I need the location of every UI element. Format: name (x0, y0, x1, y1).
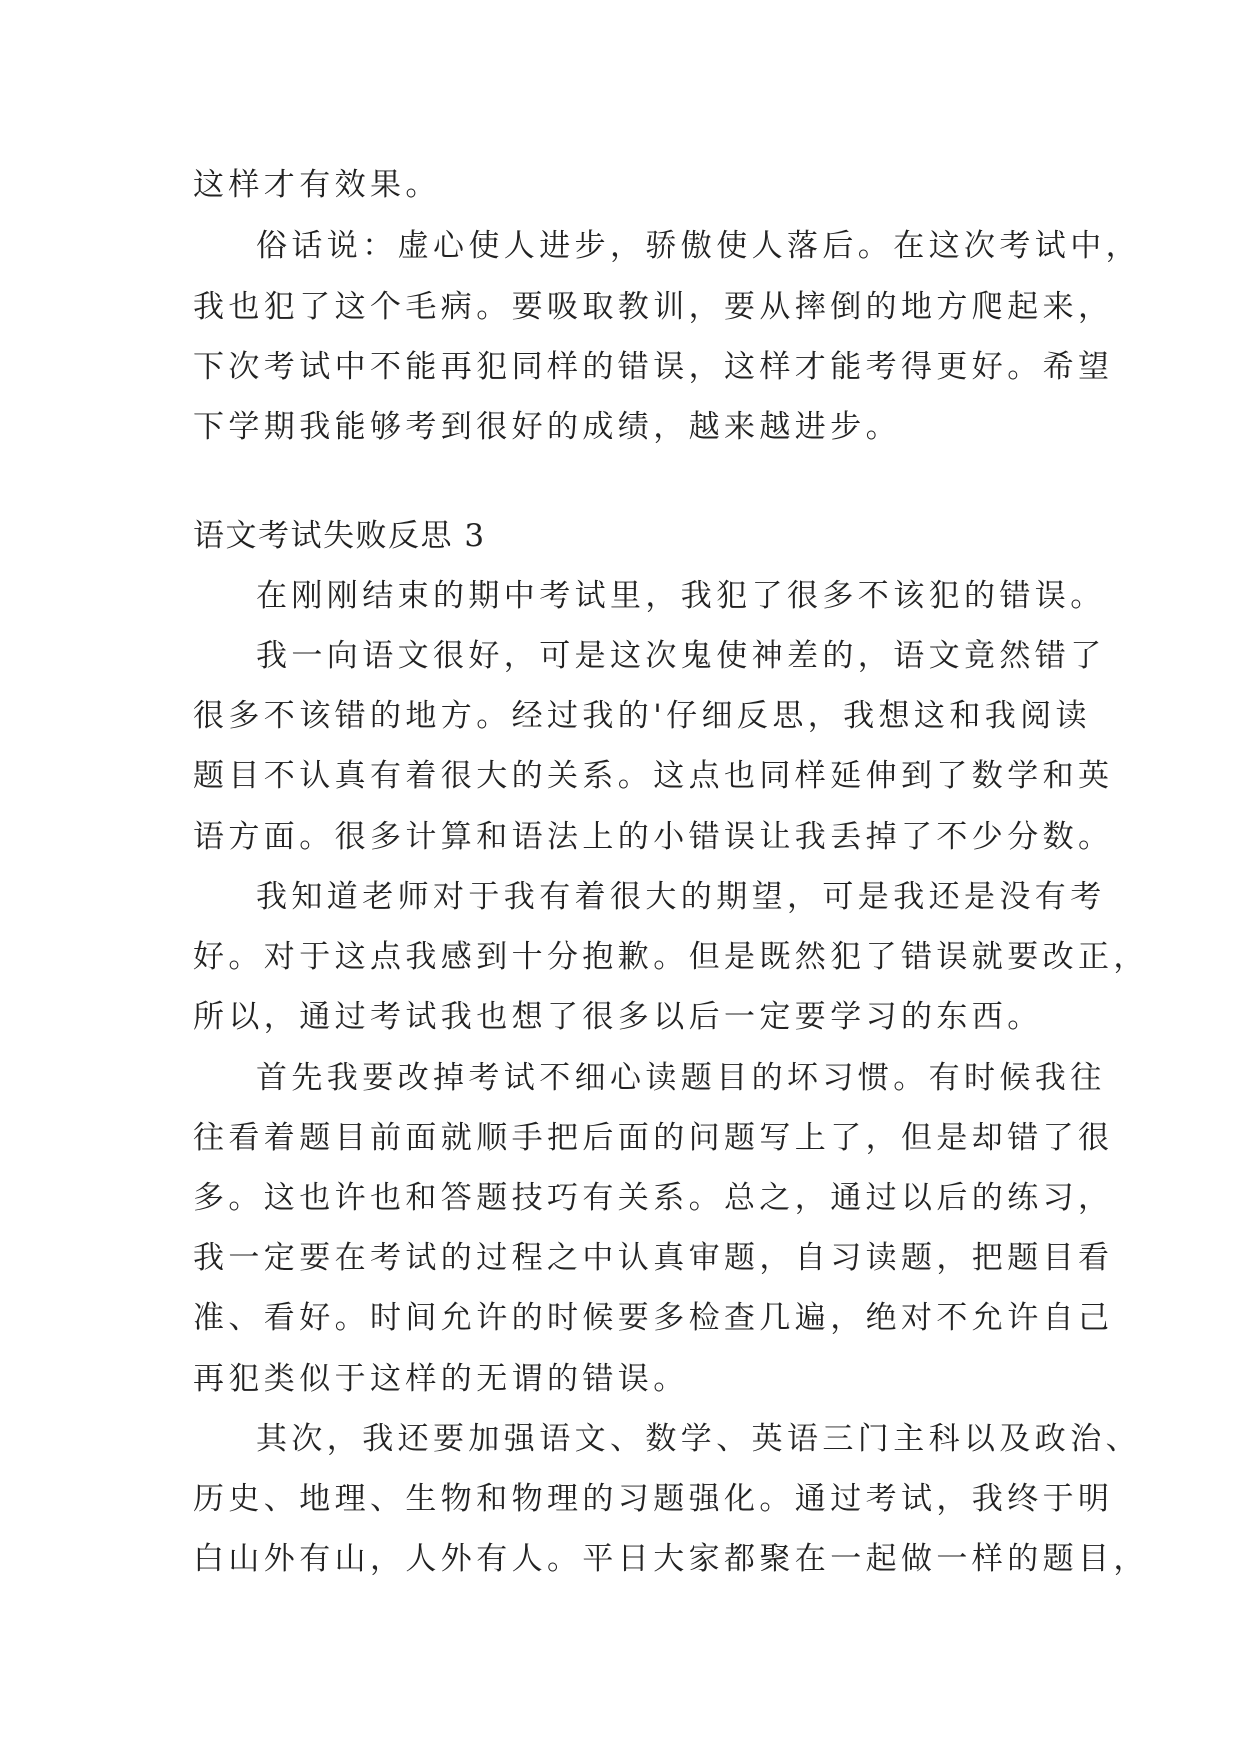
paragraph-line: 再犯类似于这样的无谓的错误。 (193, 1361, 689, 1397)
paragraph-line: 下学期我能够考到很好的成绩，越来越进步。 (193, 409, 901, 445)
paragraph-line: 好。对于这点我感到十分抱歉。但是既然犯了错误就要改正， (193, 939, 1149, 975)
paragraph-line: 下次考试中不能再犯同样的错误，这样才能考得更好。希望 (193, 349, 1114, 385)
paragraph-line: 题目不认真有着很大的关系。这点也同样延伸到了数学和英 (193, 758, 1114, 794)
paragraph-line: 首先我要改掉考试不细心读题目的坏习惯。有时候我往 (256, 1060, 1106, 1096)
paragraph-line: 所以，通过考试我也想了很多以后一定要学习的东西。 (193, 999, 1043, 1035)
paragraph-line: 语方面。很多计算和语法上的小错误让我丢掉了不少分数。 (193, 819, 1114, 855)
paragraph-line: 准、看好。时间允许的时候要多检查几遍，绝对不允许自己 (193, 1300, 1114, 1336)
paragraph-line: 这样才有效果。 (193, 167, 441, 203)
paragraph-line: 往看着题目前面就顺手把后面的问题写上了，但是却错了很 (193, 1120, 1114, 1156)
paragraph-line: 白山外有山，人外有人。平日大家都聚在一起做一样的题目， (193, 1541, 1149, 1577)
paragraph-line: 其次，我还要加强语文、数学、英语三门主科以及政治、 (256, 1421, 1141, 1457)
paragraph-line: 在刚刚结束的期中考试里，我犯了很多不该犯的错误。 (256, 578, 1106, 614)
paragraph-line: 我也犯了这个毛病。要吸取教训，要从摔倒的地方爬起来， (193, 289, 1114, 325)
paragraph-line: 我知道老师对于我有着很大的期望，可是我还是没有考 (256, 879, 1106, 915)
section-heading: 语文考试失败反思 3 (193, 518, 486, 554)
paragraph-line: 我一定要在考试的过程之中认真审题，自习读题，把题目看 (193, 1240, 1114, 1276)
paragraph-line: 历史、地理、生物和物理的习题强化。通过考试，我终于明 (193, 1481, 1114, 1517)
paragraph-line: 我一向语文很好，可是这次鬼使神差的，语文竟然错了 (256, 638, 1106, 674)
paragraph-line: 俗话说：虚心使人进步，骄傲使人落后。在这次考试中， (256, 228, 1141, 264)
paragraph-line: 多。这也许也和答题技巧有关系。总之，通过以后的练习， (193, 1180, 1114, 1216)
paragraph-line: 很多不该错的地方。经过我的'仔细反思，我想这和我阅读 (193, 698, 1091, 734)
